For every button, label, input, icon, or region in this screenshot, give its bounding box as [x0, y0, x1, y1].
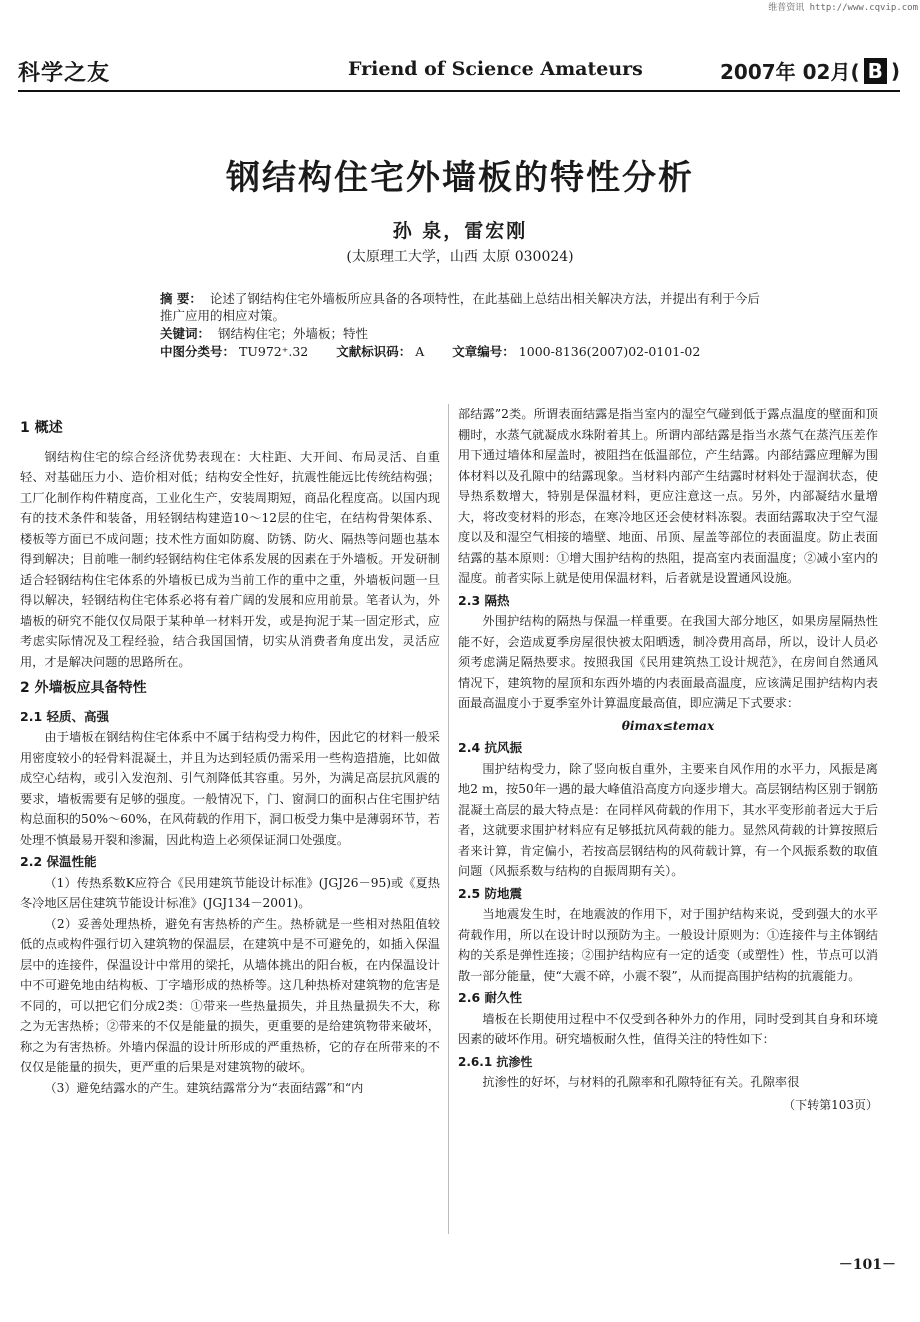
section-2-heading: 2 外墙板应具备特性 — [20, 680, 147, 696]
section-2-1-heading: 2.1 轻质、高强 — [20, 708, 109, 724]
classification-row — [160, 343, 760, 360]
paragraph: 抗渗性的好坏，与材料的孔隙率和孔隙特征有关。孔隙率很 — [482, 1075, 800, 1089]
continued-note: （下转第103页） — [783, 1097, 878, 1112]
paragraph: （2）妥善处理热桥，避免有害热桥的产生。热桥就是一些相对热阻值较低的点或构件强行切入建筑物的保温层，在建筑中是不可避免的，如插入保温层中的连接件，保温设计中常用的梁托，从墙体挑出的阳台板，在内保温设计中不可避免地由结构板、丁字墙形成的热桥等。这几种热桥对建筑物的危害是不同的，可以把它们分成2类：①带来一些热量损失，并且热量损失不大，称之为无害热桥；②带来的不仅是能量的损失，更重要的是给建筑物带来破坏，称之为有害热桥。外墙内保温的设计所形成的严重热桥，它的存在所带来的不仅仅是能量的损失，更严重的后果是对建筑物的破坏。 — [20, 916, 440, 1074]
header-rule — [18, 90, 900, 92]
paragraph: （3）避免结露水的产生。建筑结露常分为“表面结露”和“内 — [44, 1080, 364, 1095]
paragraph: 围护结构受力，除了竖向板自重外，主要来自风作用的水平力，风振是离地2 m，按50年一遇的最大峰值沿高度方向逐步增大。高层钢结构区别于钢筋混凝土高层的最大特点是：在同样风荷载的作用下，其水平变形前者远大于后者，这就要求围护材料应有足够抵抗风荷载的能力。显然风荷载的计算按照后者来计算，肯定偏小，若按高层钢结构的风荷载计算，有一个风振系数的取值问题（风振系数与结构的自振周期有关）。 — [458, 761, 878, 878]
running-header — [18, 52, 900, 92]
year-month: 2007年 02月( — [720, 60, 860, 84]
article-number: 文章编号： 1000-8136(2007)02-0101-02 — [452, 344, 701, 359]
affiliation: (太原理工大学，山西 太原 030024) — [346, 249, 574, 265]
journal-name-cn: 科学之友 — [18, 61, 111, 86]
watermark: 维普资讯 http://www.cqvip.com — [768, 3, 918, 13]
paragraph: 墙板在长期使用过程中不仅受到各种外力的作用，同时受到其自身和环境因素的破坏作用。研究墙板耐久性，值得关注的特性如下： — [458, 1011, 878, 1046]
paragraph: （1）传热系数K应符合《民用建筑节能设计标准》(JGJ26－95)或《夏热冬冷地区居住建筑节能设计标准》(JGJ134－2001)。 — [20, 875, 440, 910]
abstract-label: 摘 要： — [160, 291, 202, 306]
section-2-6-heading: 2.6 耐久性 — [458, 990, 522, 1005]
paragraph: 当地震发生时，在地震波的作用下，对于围护结构来说，受到强大的水平荷载作用，所以在设计时以预防为主。一般设计原则为：①连接件与主体钢结构的关系是弹性连接；②围护结构应有一定的适变（或塑性）性，节点可以消散一部分能量，使“大震不碎，小震不裂”，从而提高围护结构的抗震能力。 — [458, 907, 878, 983]
paragraph: 钢结构住宅的综合经济优势表现在：大柱距、大开间、布局灵活、自重轻、对基础压力小、造价相对低；结构安全性好，抗震性能远比传统结构强；工厂化制作构件精度高，工业化生产，安装周期短，商品化程度高。以国内现有的技术条件和装备，用轻钢结构建造10～12层的住宅，在结构骨架体系、楼板等方面已不成问题；技术性方面如防腐、防锈、防火、隔热等问题也基本得到解决；目前唯一制约轻钢结构住宅体系发展的因素在于外墙板。开发研制适合轻钢结构住宅体系的外墙板已成为当前工作的重中之重，外墙板问题一旦得以解决，轻钢结构住宅体系必将有着广阔的发展和应用前景。笔者认为，外墙板的研究不能仅仅局限于某种单一材料开发，或是拘泥于某一固定形式，应考虑实际情况及工程经验，结合我国国情，切实从消费者角度出发，灵活应用，才是解决问题的思路所在。 — [20, 449, 440, 669]
keywords — [160, 325, 760, 342]
keywords-text: 钢结构住宅；外墙板；特性 — [218, 326, 369, 341]
formula: θimax≤temax — [621, 718, 715, 733]
section-2-4-heading: 2.4 抗风振 — [458, 740, 522, 755]
issue-date — [720, 56, 900, 85]
page-number: －101－ — [838, 1257, 896, 1273]
column-divider — [448, 404, 449, 1234]
paragraph: 部结露”2类。所谓表面结露是指当室内的湿空气碰到低于露点温度的壁面和顶棚时，水蒸气就凝成水珠附着其上。所谓内部结露是指当水蒸气在蒸汽压差作用下通过墙体和屋盖时，被阻挡在低温部位，产生结露。内部结露应理解为围体材料以及孔隙中的结露现象。当材料内部产生结露时材料处于湿润状态，使导热系数增大，特别是保温材料，更应注意这一点。另外，内部凝结水量增大，将改变材料的形态，在寒冷地区还会使材料冻裂。表面结露取决于空气湿度以及和湿空气相接的墙壁、地面、吊顶、屋盖等部位的表面温度。防止表面结露的基本原则：①增大围护结构的热阻，提高室内表面温度；②减小室内的湿度。前者实际上就是使用保温材料，后者就是设置通风设施。 — [458, 407, 878, 585]
journal-name-en: Friend of Science Amateurs — [348, 58, 643, 80]
authors: 孙 泉，雷宏刚 — [392, 220, 528, 242]
paper-title: 钢结构住宅外墙板的特性分析 — [226, 158, 694, 198]
section-2-6-1-heading: 2.6.1 抗渗性 — [458, 1054, 533, 1069]
section-2-2-heading: 2.2 保温性能 — [20, 854, 97, 869]
clc-code: 中图分类号： TU972⁺.32 — [160, 344, 309, 359]
doc-code: 文献标识码： A — [336, 344, 425, 359]
left-column — [20, 412, 440, 1098]
section-1-heading: 1 概述 — [20, 420, 63, 436]
paragraph: 由于墙板在钢结构住宅体系中不属于结构受力构件，因此它的材料一般采用密度较小的轻骨料混凝土，并且为达到轻质仍需采用一些构造措施，比如做成空心结构，或引入发泡剂、引气剂降低其容重。另外，为满足高层抗风震的要求，墙板需要有足够的强度。一般情况下，门、窗洞口的面积占住宅围护结构总面积的50%～60%，在风荷载的作用下，洞口板受力集中是薄弱环节，若处理不慎最易开裂和渗漏，因此构造上必须保证洞口处强度。 — [20, 730, 440, 847]
keywords-label: 关键词： — [160, 326, 211, 341]
abstract — [160, 290, 760, 324]
abstract-block — [160, 290, 760, 360]
issue-close: ) — [890, 58, 900, 83]
section-2-5-heading: 2.5 防地震 — [458, 885, 522, 901]
section-2-3-heading: 2.3 隔热 — [458, 592, 510, 608]
right-column — [458, 404, 878, 1115]
abstract-text: 论述了钢结构住宅外墙板所应具备的各项特性，在此基础上总结出相关解决方法，并提出有利于今后推广应用的相应对策。 — [160, 291, 760, 323]
issue-badge: B — [864, 58, 887, 84]
paragraph: 外围护结构的隔热与保温一样重要。在我国大部分地区，如果房屋隔热性能不好，会造成夏季房屋很快被太阳晒透，制冷费用高昂，所以，设计人员必须考虑满足隔热要求。按照我国《民用建筑热工设计规范》，在房间自然通风情况下，建筑物的屋顶和东西外墙的内表面最高温度，应该满足围护结构内表面最高温度小于夏季室外计算温度最高值，即应满足下式要求： — [458, 614, 878, 710]
